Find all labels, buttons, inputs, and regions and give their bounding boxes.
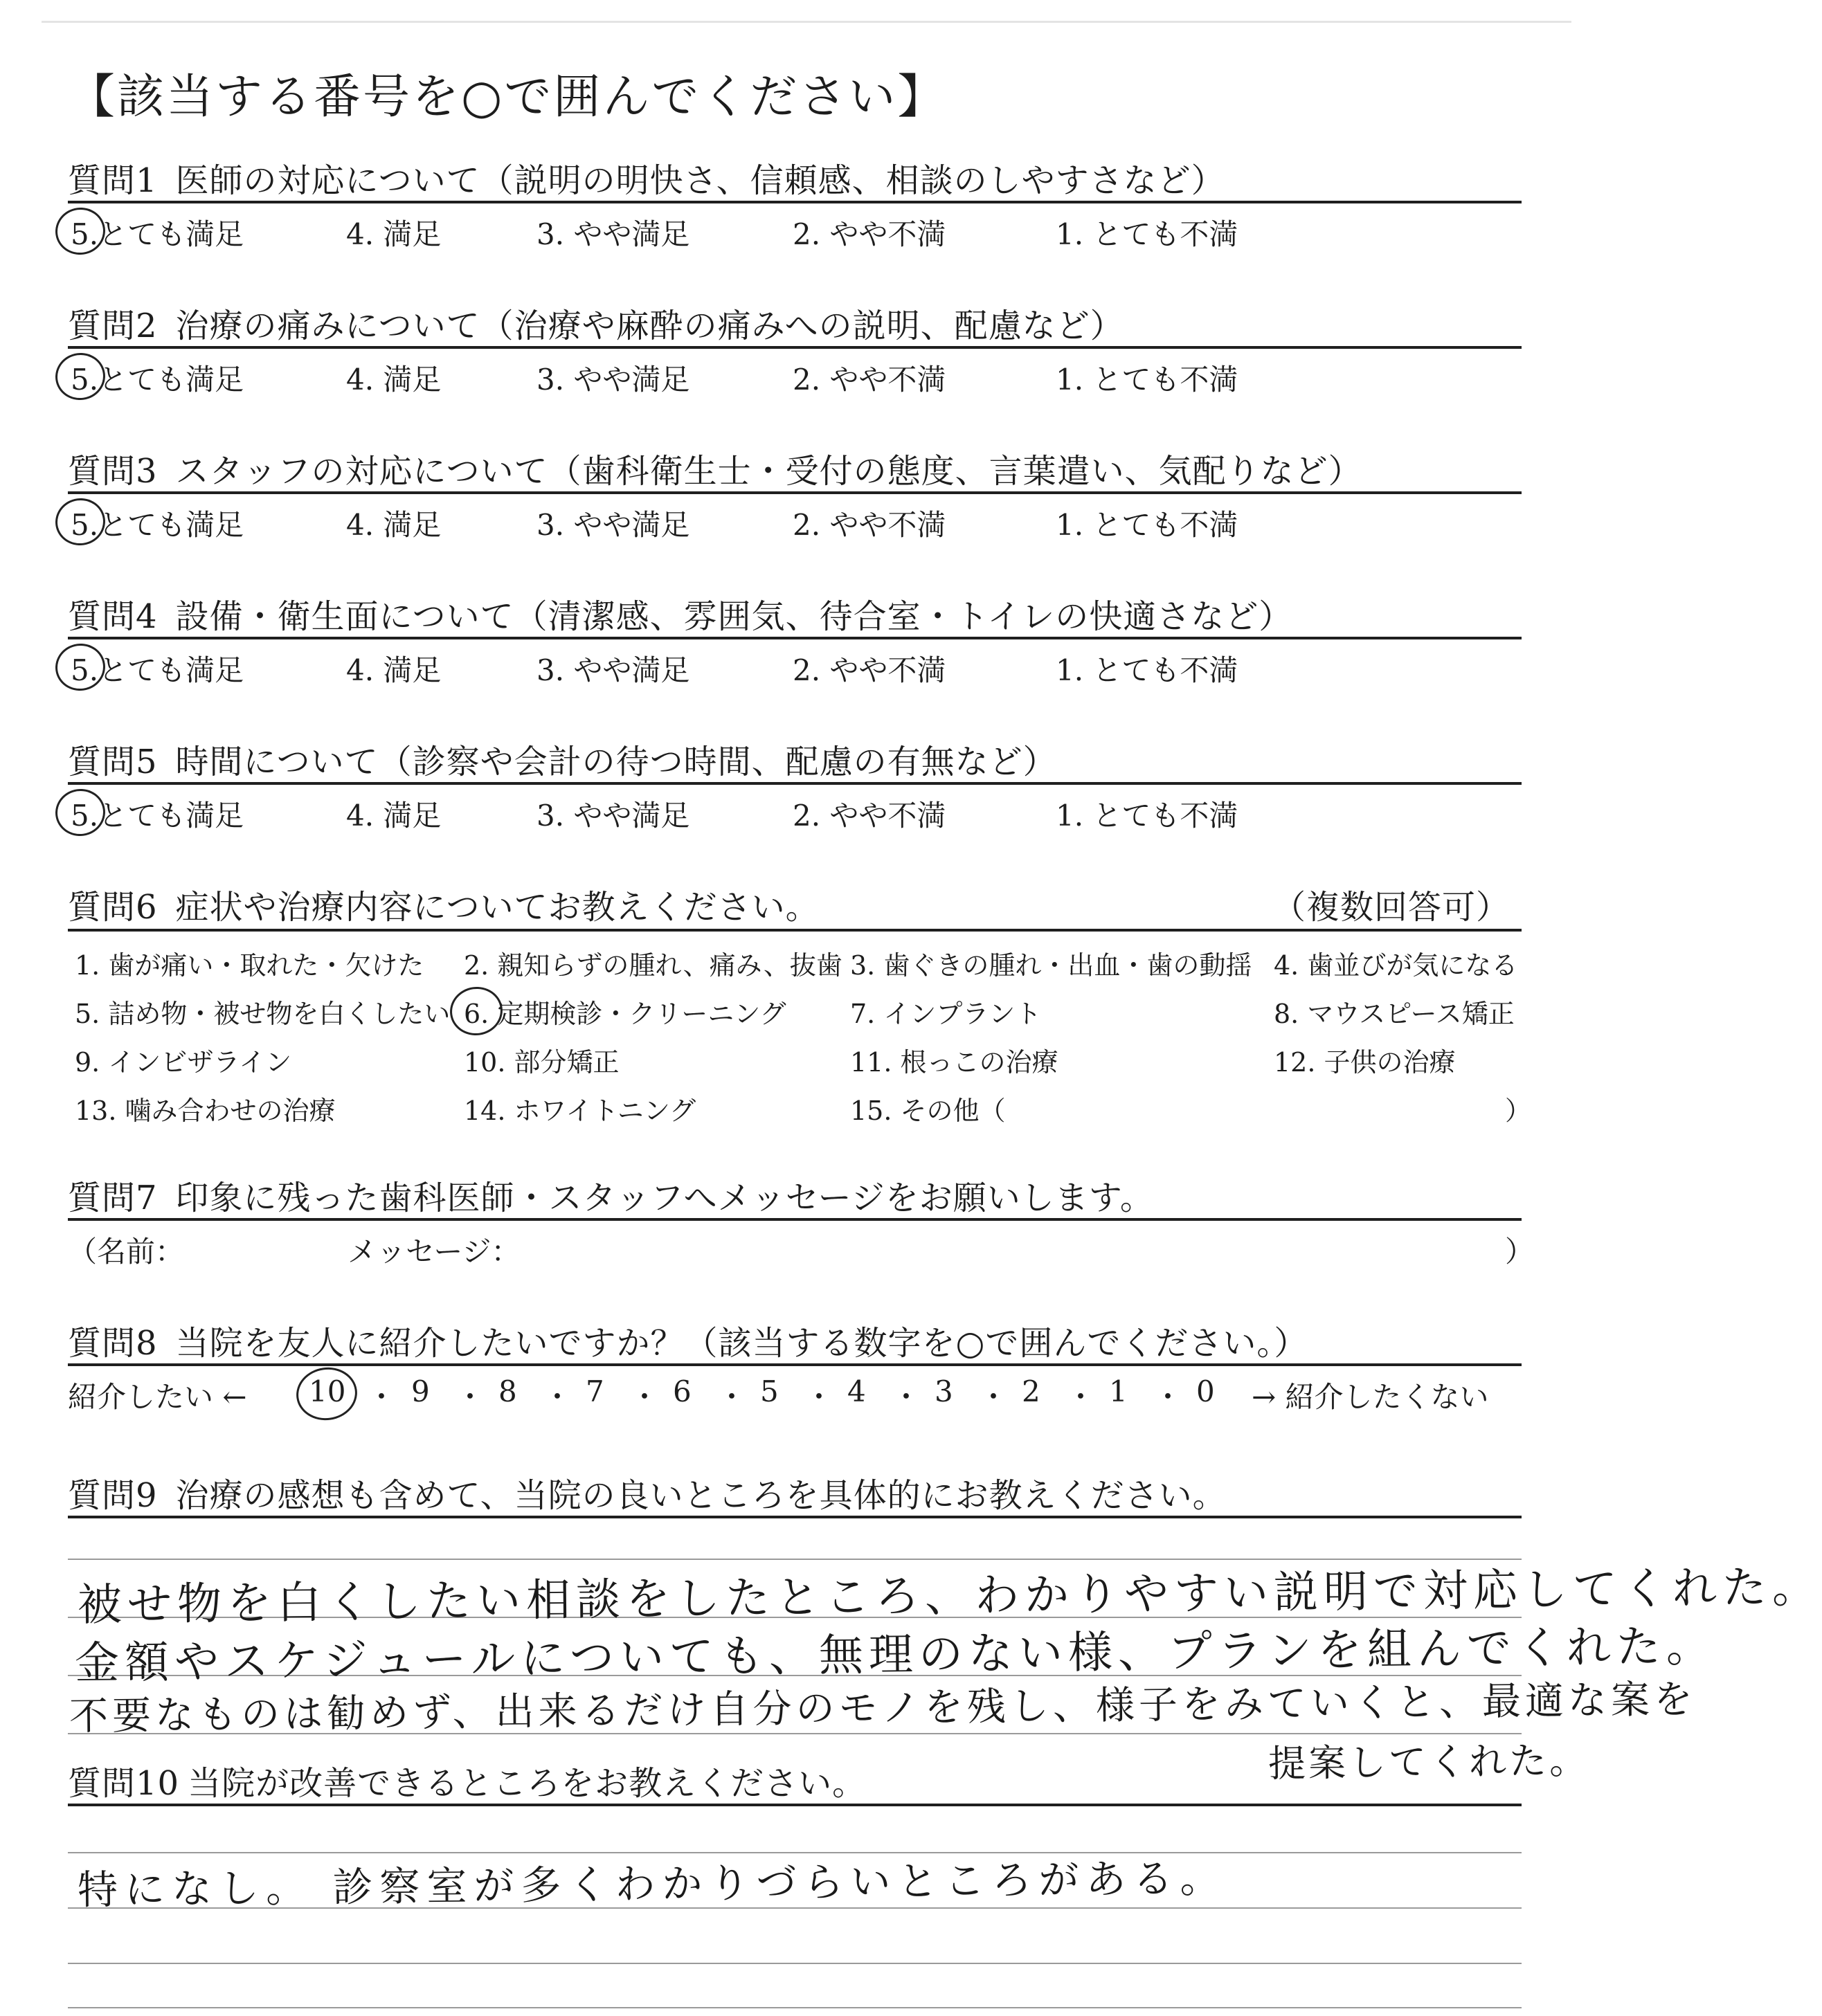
question-6-heading [68,880,820,928]
q8-scale-9[interactable]: 9 [411,1374,430,1408]
q8-scale-6[interactable]: 6 [673,1374,692,1408]
sheet-title: 【該当する番号を○で囲んでください】 [68,70,947,125]
q6-option-8[interactable]: 8. マウスピース矯正 [1274,999,1515,1029]
q4-option-2[interactable]: 2. やや不満 [793,653,946,687]
q3-option-5[interactable]: 5.とても満足 [71,508,244,542]
question-1-rule [68,201,1522,203]
q3-option-2[interactable]: 2. やや不満 [793,508,946,542]
q9-handwritten-line-3: 不要なものは勧めず、出来るだけ自分のモノを残し、様子をみていくと、最適な案を [69,1677,1697,1739]
q6-other-close: ） [1505,1096,1532,1126]
q8-separator: ・ [456,1380,485,1414]
question-10-rule [68,1804,1522,1806]
q2-option-1[interactable]: 1. とても不満 [1056,363,1238,397]
q8-separator: ・ [630,1380,660,1414]
question-6-text: 症状や治療内容についてお教えください。 [175,888,820,927]
q1-option-3[interactable]: 3. やや満足 [536,217,690,251]
q6-option-2[interactable]: 2. 親知らずの腫れ、痛み、抜歯 [464,950,842,981]
q9-handwritten-line-2: 金額やスケジュールについても、無理のない様、プランを組んでくれた。 [74,1621,1717,1689]
question-9-rule [68,1516,1522,1518]
q5-option-3[interactable]: 3. やや満足 [536,799,690,833]
q8-separator: ・ [1066,1380,1096,1414]
q2-option-3[interactable]: 3. やや満足 [536,363,690,397]
question-5-text: 時間について（診察や会計の待つ時間、配慮の有無など） [175,743,1057,781]
q8-scale-0[interactable]: 0 [1196,1374,1215,1408]
q10-handwritten-line-1: 特になし。 診察室が多くわかりづらいところがある。 [77,1854,1227,1914]
question-9-heading [68,1469,1227,1516]
q8-separator: ・ [979,1380,1009,1414]
q6-option-14[interactable]: 14. ホワイトニング [464,1096,696,1126]
q1-option-2[interactable]: 2. やや不満 [793,217,946,251]
q8-left-label: 紹介したい ← [68,1380,247,1414]
q6-option-4[interactable]: 4. 歯並びが気になる [1274,950,1518,981]
q5-option-2[interactable]: 2. やや不満 [793,799,946,833]
q8-scale-10[interactable]: 10 [309,1374,346,1408]
question-4-rule [68,637,1522,639]
question-10-text: 当院が改善できるところをお教えください。 [188,1764,867,1803]
q4-option-1[interactable]: 1. とても不満 [1056,653,1238,687]
question-6-rule [68,929,1522,932]
q6-option-9[interactable]: 9. インビザライン [75,1047,292,1078]
q6-option-15[interactable]: 15. その他（ [850,1096,1006,1126]
question-3-text: スタッフの対応について（歯科衛生士・受付の態度、言葉遣い、気配りなど） [175,452,1362,491]
q3-option-1[interactable]: 1. とても不満 [1056,508,1238,542]
question-8-heading [68,1316,1308,1364]
question-1-heading [68,154,1225,201]
question-5-rule [68,782,1522,785]
q9-handwritten-line-4: 提案してくれた。 [1268,1738,1590,1786]
q3-option-4[interactable]: 4. 満足 [346,508,442,542]
question-6-label: 質問6 [68,888,158,927]
q8-separator: ・ [1153,1380,1183,1414]
question-3-label: 質問3 [68,452,158,491]
q2-option-4[interactable]: 4. 満足 [346,363,442,397]
q6-option-3[interactable]: 3. 歯ぐきの腫れ・出血・歯の動揺 [850,950,1252,981]
q4-option-5[interactable]: 5.とても満足 [71,653,244,687]
q3-option-3[interactable]: 3. やや満足 [536,508,690,542]
question-4-heading [68,590,1292,637]
q7-close: ） [1505,1235,1535,1269]
q8-scale-5[interactable]: 5 [760,1374,779,1408]
q6-option-1[interactable]: 1. 歯が痛い・取れた・欠けた [75,950,424,981]
q8-selected-circle [293,1363,361,1424]
question-9-label: 質問9 [68,1476,158,1515]
top-rule [42,21,1571,23]
question-1-text: 医師の対応について（説明の明快さ、信頼感、相談のしやすさなど） [175,161,1225,200]
q5-option-4[interactable]: 4. 満足 [346,799,442,833]
q4-option-4[interactable]: 4. 満足 [346,653,442,687]
q6-option-7[interactable]: 7. インプラント [850,999,1042,1029]
q6-option-5[interactable]: 5. 詰め物・被せ物を白くしたい [75,999,451,1029]
q8-right-label: → 紹介したくない [1252,1380,1489,1414]
question-1-label: 質問1 [68,161,158,200]
q5-option-5[interactable]: 5.とても満足 [71,799,244,833]
q8-separator: ・ [543,1380,572,1414]
q1-option-4[interactable]: 4. 満足 [346,217,442,251]
q8-scale-3[interactable]: 3 [935,1374,953,1408]
question-8-text: 当院を友人に紹介したいですか？（該当する数字を○で囲んでください。） [175,1324,1308,1363]
question-6-note: （複数回答可） [1272,888,1510,927]
q8-scale-1[interactable]: 1 [1109,1374,1128,1408]
question-9-text: 治療の感想も含めて、当院の良いところを具体的にお教えください。 [175,1476,1227,1515]
q2-option-5[interactable]: 5.とても満足 [71,363,244,397]
question-2-rule [68,346,1522,349]
q6-option-12[interactable]: 12. 子供の治療 [1274,1047,1456,1078]
question-7-heading [68,1171,1154,1219]
question-2-heading [68,299,1124,347]
q8-scale-8[interactable]: 8 [498,1374,517,1408]
q6-option-11[interactable]: 11. 根っこの治療 [850,1047,1058,1078]
question-3-heading [68,444,1362,492]
question-7-rule [68,1218,1522,1221]
question-4-text: 設備・衛生面について（清潔感、雰囲気、待合室・トイレの快適さなど） [175,597,1293,636]
q8-scale-4[interactable]: 4 [847,1374,866,1408]
q8-separator: ・ [717,1380,747,1414]
answer-line [68,2007,1522,2008]
question-8-label: 質問8 [68,1324,158,1363]
question-5-label: 質問5 [68,743,158,781]
q6-option-10[interactable]: 10. 部分矯正 [464,1047,620,1078]
question-7-text: 印象に残った歯科医師・スタッフへメッセージをお願いします。 [175,1179,1154,1217]
question-10-heading [68,1756,866,1804]
q8-separator: ・ [892,1380,921,1414]
q1-option-1[interactable]: 1. とても不満 [1056,217,1238,251]
q4-option-3[interactable]: 3. やや満足 [536,653,690,687]
q6-option-6[interactable]: 6. 定期検診・クリーニング [464,999,786,1029]
q8-separator: ・ [367,1380,397,1414]
q7-message-label: メッセージ： [348,1235,521,1269]
answer-line [68,1963,1522,1964]
q8-separator: ・ [804,1380,834,1414]
question-4-label: 質問4 [68,597,158,636]
question-2-text: 治療の痛みについて（治療や麻酔の痛みへの説明、配慮など） [175,307,1124,345]
q8-scale-2[interactable]: 2 [1022,1374,1040,1408]
q5-option-1[interactable]: 1. とても不満 [1056,799,1238,833]
question-10-label: 質問10 [68,1764,180,1803]
q1-option-5[interactable]: 5.とても満足 [71,217,244,251]
question-8-rule [68,1363,1522,1366]
q7-name-label: （名前： [68,1235,185,1269]
question-2-label: 質問2 [68,307,158,345]
question-5-heading [68,735,1057,783]
q2-option-2[interactable]: 2. やや不満 [793,363,946,397]
q8-scale-7[interactable]: 7 [586,1374,604,1408]
q9-handwritten-line-1: 被せ物を白くしたい相談をしたところ、わかりやすい説明で対応してくれた。 [77,1561,1822,1631]
question-7-label: 質問7 [68,1179,158,1217]
question-3-rule [68,491,1522,494]
q6-option-13[interactable]: 13. 噛み合わせの治療 [75,1096,336,1126]
